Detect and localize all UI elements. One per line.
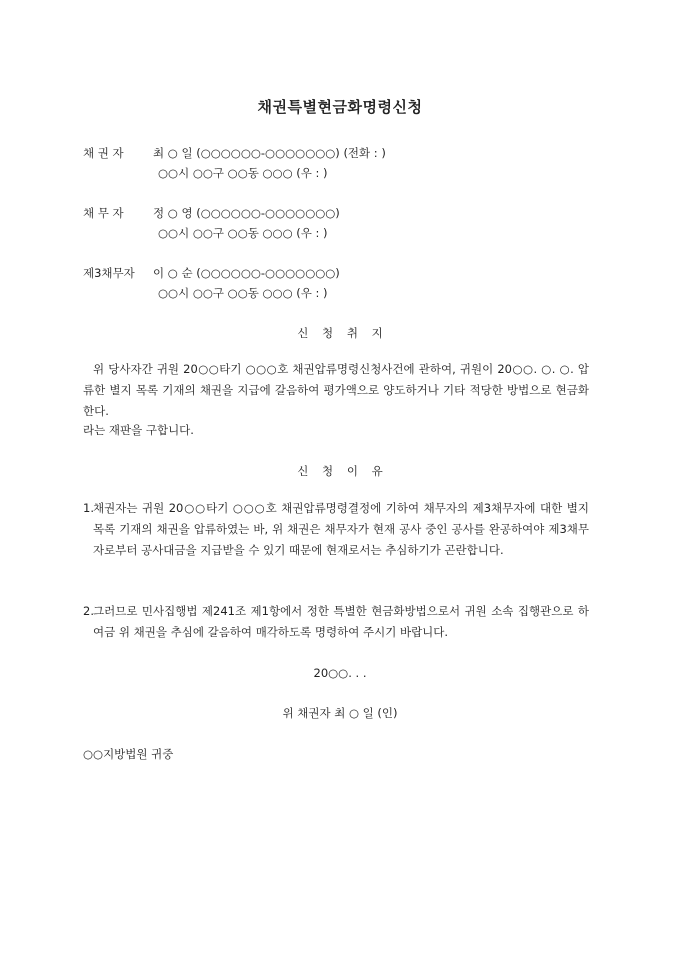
court-addressee: ○○지방법원 귀중 (83, 747, 174, 761)
purpose-body: 위 당사자간 귀원 20○○타기 ○○○호 채권압류명령신청사건에 관하여, 귀원이 20○○. ○. ○. 압류한 별지 목록 기재의 채권을 지급에 갈음하여 평가액으로 양도하거나 기타 적당한 방법으로 현금화한다. (83, 362, 589, 418)
party-address-line: ○○시 ○○구 ○○동 ○○○ (우 : ) (158, 166, 328, 180)
purpose-closing: 라는 재판을 구합니다. (83, 423, 194, 437)
reason-item (83, 498, 589, 561)
date-line: 20○○. . . (313, 666, 367, 680)
document-title: 채권특별현금화명령신청 (257, 98, 423, 116)
reason-number: 2. (83, 604, 94, 618)
party-name-line: 최 ○ 일 (○○○○○○-○○○○○○○) (전화 : ) (153, 146, 386, 160)
party-name-line: 이 ○ 순 (○○○○○○-○○○○○○○) (153, 266, 340, 280)
party-address-line: ○○시 ○○구 ○○동 ○○○ (우 : ) (158, 226, 328, 240)
party-name-line: 정 ○ 영 (○○○○○○-○○○○○○○) (153, 206, 340, 220)
reason-text: 채권자는 귀원 20○○타기 ○○○호 채권압류명령결정에 기하여 채무자의 제3채무자에 대한 별지 목록 기재의 채권을 압류하였는 바, 위 채권은 채무자가 현재 공사 중인 공사를 완공하여야 제3채무자로부터 공사대금을 지급받을 수 있기 때문에 현재로서는 추심하기가 곤란합니다. (93, 501, 589, 557)
purpose-heading: 신 청 취 지 (297, 326, 383, 340)
party-label: 채 무 자 (83, 206, 124, 220)
reason-text: 그러므로 민사집행법 제241조 제1항에서 정한 특별한 현금화방법으로서 귀원 소속 집행관으로 하여금 위 채권을 추심에 갈음하여 매각하도록 명령하여 주시기 바랍니다. (93, 604, 589, 639)
reason-item (83, 601, 589, 643)
party-label: 제3채무자 (83, 266, 135, 280)
party-address-line: ○○시 ○○구 ○○동 ○○○ (우 : ) (158, 286, 328, 300)
reason-number: 1. (83, 501, 94, 515)
party-label: 채 권 자 (83, 146, 124, 160)
signature-line: 위 채권자 최 ○ 일 (인) (282, 706, 398, 720)
reasons-heading: 신 청 이 유 (297, 464, 383, 478)
